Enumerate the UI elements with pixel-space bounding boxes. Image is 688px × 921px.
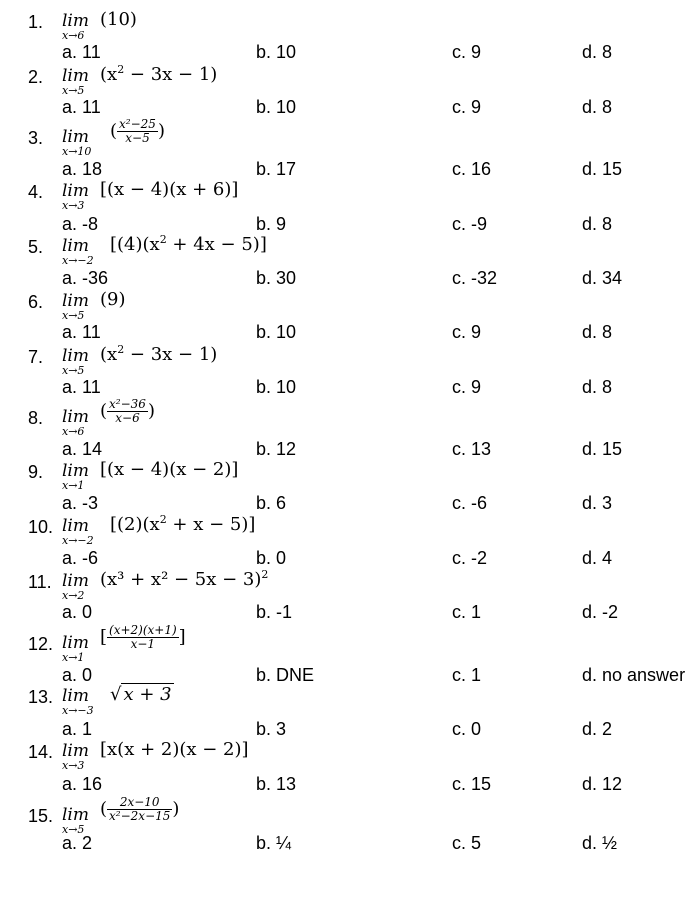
question-number: 9. (28, 462, 44, 482)
lim-label: lim (62, 346, 89, 366)
limit-body (110, 118, 165, 145)
question-14 (0, 740, 688, 800)
question-2 (0, 65, 688, 125)
answer-option-a: a. 0 (62, 665, 93, 685)
exponent: 2 (117, 343, 125, 356)
limit-body: [x(x + 2)(x − 2)] (100, 739, 249, 760)
answer-option-c: c. 9 (452, 377, 482, 397)
answer-option-a: a. -36 (62, 268, 109, 288)
answer-option-d: d. 15 (582, 159, 623, 179)
answer-option-a: a. 14 (62, 439, 103, 459)
limit-body: $[(4)(x^2 + 4x - 5)]$ (110, 233, 267, 255)
answer-option-a: a. 2 (62, 833, 93, 853)
answer-option-d: d. 4 (582, 548, 613, 568)
question-number: 15. (28, 806, 54, 826)
limit-body: [(x − 4)(x − 2)] (100, 459, 239, 480)
answer-option-d: d. -2 (582, 602, 619, 622)
limit-subscript: x→10 (62, 145, 92, 158)
answer-option-d: d. 8 (582, 322, 613, 342)
answer-option-b: b. ¼ (256, 833, 292, 853)
limit-subscript: x→5 (62, 364, 85, 377)
limit-subscript: x→3 (62, 759, 85, 772)
answer-option-a: a. 18 (62, 159, 103, 179)
lim-label: lim (62, 11, 89, 31)
lim-label: lim (62, 686, 89, 706)
exponent: 2 (159, 233, 167, 246)
answer-option-c: c. -2 (452, 548, 488, 568)
answer-option-c: c. -6 (452, 493, 488, 513)
question-number: 8. (28, 408, 44, 428)
answer-option-d: d. 34 (582, 268, 623, 288)
question-13 (0, 685, 688, 745)
fraction-numerator: x²−25 (119, 117, 156, 131)
limit-subscript: x→5 (62, 309, 85, 322)
lim-label: lim (62, 741, 89, 761)
answer-option-c: c. 9 (452, 322, 482, 342)
limit-body (100, 398, 155, 425)
fraction (107, 796, 172, 823)
answer-option-a: a. 1 (62, 719, 93, 739)
answer-option-b: b. 10 (256, 42, 297, 62)
answer-option-b: b. 10 (256, 97, 297, 117)
answer-option-d: d. ½ (582, 833, 618, 853)
answer-option-a: a. 16 (62, 774, 103, 794)
question-number: 4. (28, 182, 44, 202)
limit-body: $(x^2 - 3x - 1)$ (100, 63, 218, 85)
answer-option-d: d. 8 (582, 42, 613, 62)
answer-option-b: b. 12 (256, 439, 297, 459)
limit-body (100, 624, 186, 651)
radicand: x + 3 (123, 684, 172, 705)
question-number: 12. (28, 634, 54, 654)
answer-option-d: d. no answer (582, 665, 686, 685)
lim-label: lim (62, 633, 89, 653)
square-root: √ x + 3 (110, 684, 172, 705)
question-number: 1. (28, 12, 44, 32)
answer-option-c: c. 0 (452, 719, 482, 739)
answer-option-c: c. 13 (452, 439, 492, 459)
question-8 (0, 398, 688, 458)
answer-option-b: b. 3 (256, 719, 287, 739)
question-number: 7. (28, 347, 44, 367)
lim-label: lim (62, 407, 89, 427)
limit-subscript: x→5 (62, 823, 85, 836)
answer-option-c: c. -9 (452, 214, 488, 234)
answer-option-a: a. -3 (62, 493, 99, 513)
close-bracket: ) (147, 400, 155, 422)
exponent: 2 (159, 513, 167, 526)
limit-body: $[(2)(x^2 + x - 5)]$ (110, 513, 256, 535)
answer-option-b: b. -1 (256, 602, 293, 622)
answer-option-d: d. 8 (582, 377, 613, 397)
limit-body: $(x^3 + x^2 - 5x - 3)^2$ (100, 568, 269, 590)
question-11 (0, 570, 688, 630)
answer-option-b: b. 13 (256, 774, 297, 794)
lim-label: lim (62, 236, 89, 256)
question-number: 3. (28, 128, 44, 148)
limit-subscript: x→6 (62, 29, 85, 42)
question-number: 2. (28, 67, 44, 87)
question-3 (0, 118, 688, 178)
answer-option-b: b. 9 (256, 214, 287, 234)
answer-option-b: b. 6 (256, 493, 287, 513)
fraction-numerator: 2x−10 (107, 796, 172, 810)
answer-option-d: d. 15 (582, 439, 623, 459)
answer-option-c: c. 16 (452, 159, 492, 179)
limit-subscript: x→−2 (62, 254, 94, 267)
limit-subscript: x→3 (62, 199, 85, 212)
answer-option-b: b. DNE (256, 665, 315, 685)
lim-label: lim (62, 461, 89, 481)
answer-option-b: b. 10 (256, 377, 297, 397)
open-bracket: [ (100, 626, 108, 648)
limit-subscript: x→2 (62, 589, 85, 602)
answer-option-c: c. 1 (452, 602, 482, 622)
exponent: 2 (261, 568, 269, 581)
limit-body (110, 685, 174, 705)
answer-option-c: c. -32 (452, 268, 498, 288)
question-10 (0, 515, 688, 575)
answer-option-a: a. -8 (62, 214, 99, 234)
fraction-denominator: x−6 (115, 411, 140, 425)
answer-option-c: c. 9 (452, 97, 482, 117)
fraction (107, 398, 148, 425)
limit-subscript: x→1 (62, 651, 85, 664)
question-15 (0, 796, 688, 856)
question-7 (0, 345, 688, 405)
limit-body: (9) (100, 289, 126, 310)
open-bracket: ( (100, 400, 108, 422)
answer-option-a: a. 11 (62, 97, 101, 117)
answer-option-d: d. 12 (582, 774, 623, 794)
limit-body: $(x^2 - 3x - 1)$ (100, 343, 218, 365)
fraction (107, 624, 179, 651)
limit-body (100, 796, 179, 823)
lim-label: lim (62, 516, 89, 536)
answer-option-c: c. 9 (452, 42, 482, 62)
question-number: 11. (28, 572, 52, 592)
answer-option-d: d. 8 (582, 97, 613, 117)
question-number: 10. (28, 517, 54, 537)
lim-label: lim (62, 805, 89, 825)
answer-option-d: d. 2 (582, 719, 613, 739)
answer-option-a: a. 11 (62, 322, 101, 342)
lim-label: lim (62, 181, 89, 201)
close-bracket: ) (172, 798, 180, 820)
limit-body: (10) (100, 9, 137, 30)
question-5 (0, 235, 688, 295)
question-number: 5. (28, 237, 44, 257)
question-6 (0, 290, 688, 350)
answer-option-a: a. 11 (62, 377, 101, 397)
question-12 (0, 624, 688, 684)
answer-option-a: a. 0 (62, 602, 93, 622)
open-bracket: ( (100, 798, 108, 820)
lim-label: lim (62, 66, 89, 86)
question-9 (0, 460, 688, 520)
open-bracket: ( (110, 120, 118, 142)
question-number: 13. (28, 687, 54, 707)
answer-option-a: a. 11 (62, 42, 101, 62)
answer-option-d: d. 3 (582, 493, 613, 513)
answer-option-c: c. 5 (452, 833, 482, 853)
question-number: 6. (28, 292, 44, 312)
fraction-numerator: (x+2)(x+1) (109, 623, 177, 637)
limit-subscript: x→1 (62, 479, 85, 492)
question-4 (0, 180, 688, 240)
answer-option-a: a. -6 (62, 548, 99, 568)
question-1 (0, 10, 688, 70)
lim-label: lim (62, 571, 89, 591)
limit-subscript: x→5 (62, 84, 85, 97)
fraction (117, 118, 158, 145)
close-bracket: ] (178, 626, 186, 648)
answer-option-b: b. 17 (256, 159, 297, 179)
lim-label: lim (62, 127, 89, 147)
limit-subscript: x→−2 (62, 534, 94, 547)
lim-label: lim (62, 291, 89, 311)
limit-subscript: x→−3 (62, 704, 94, 717)
fraction-numerator: x²−36 (109, 397, 146, 411)
close-bracket: ) (157, 120, 165, 142)
answer-option-c: c. 1 (452, 665, 482, 685)
answer-option-d: d. 8 (582, 214, 613, 234)
answer-option-b: b. 10 (256, 322, 297, 342)
question-number: 14. (28, 742, 54, 762)
fraction-denominator: x−1 (130, 637, 156, 651)
fraction-denominator: x−5 (125, 131, 150, 145)
answer-option-c: c. 15 (452, 774, 492, 794)
exponent: 2 (117, 63, 125, 76)
fraction-denominator: x²−2x−15 (109, 809, 171, 823)
answer-option-b: b. 0 (256, 548, 287, 568)
limit-subscript: x→6 (62, 425, 85, 438)
answer-option-b: b. 30 (256, 268, 297, 288)
limit-body: [(x − 4)(x + 6)] (100, 179, 239, 200)
